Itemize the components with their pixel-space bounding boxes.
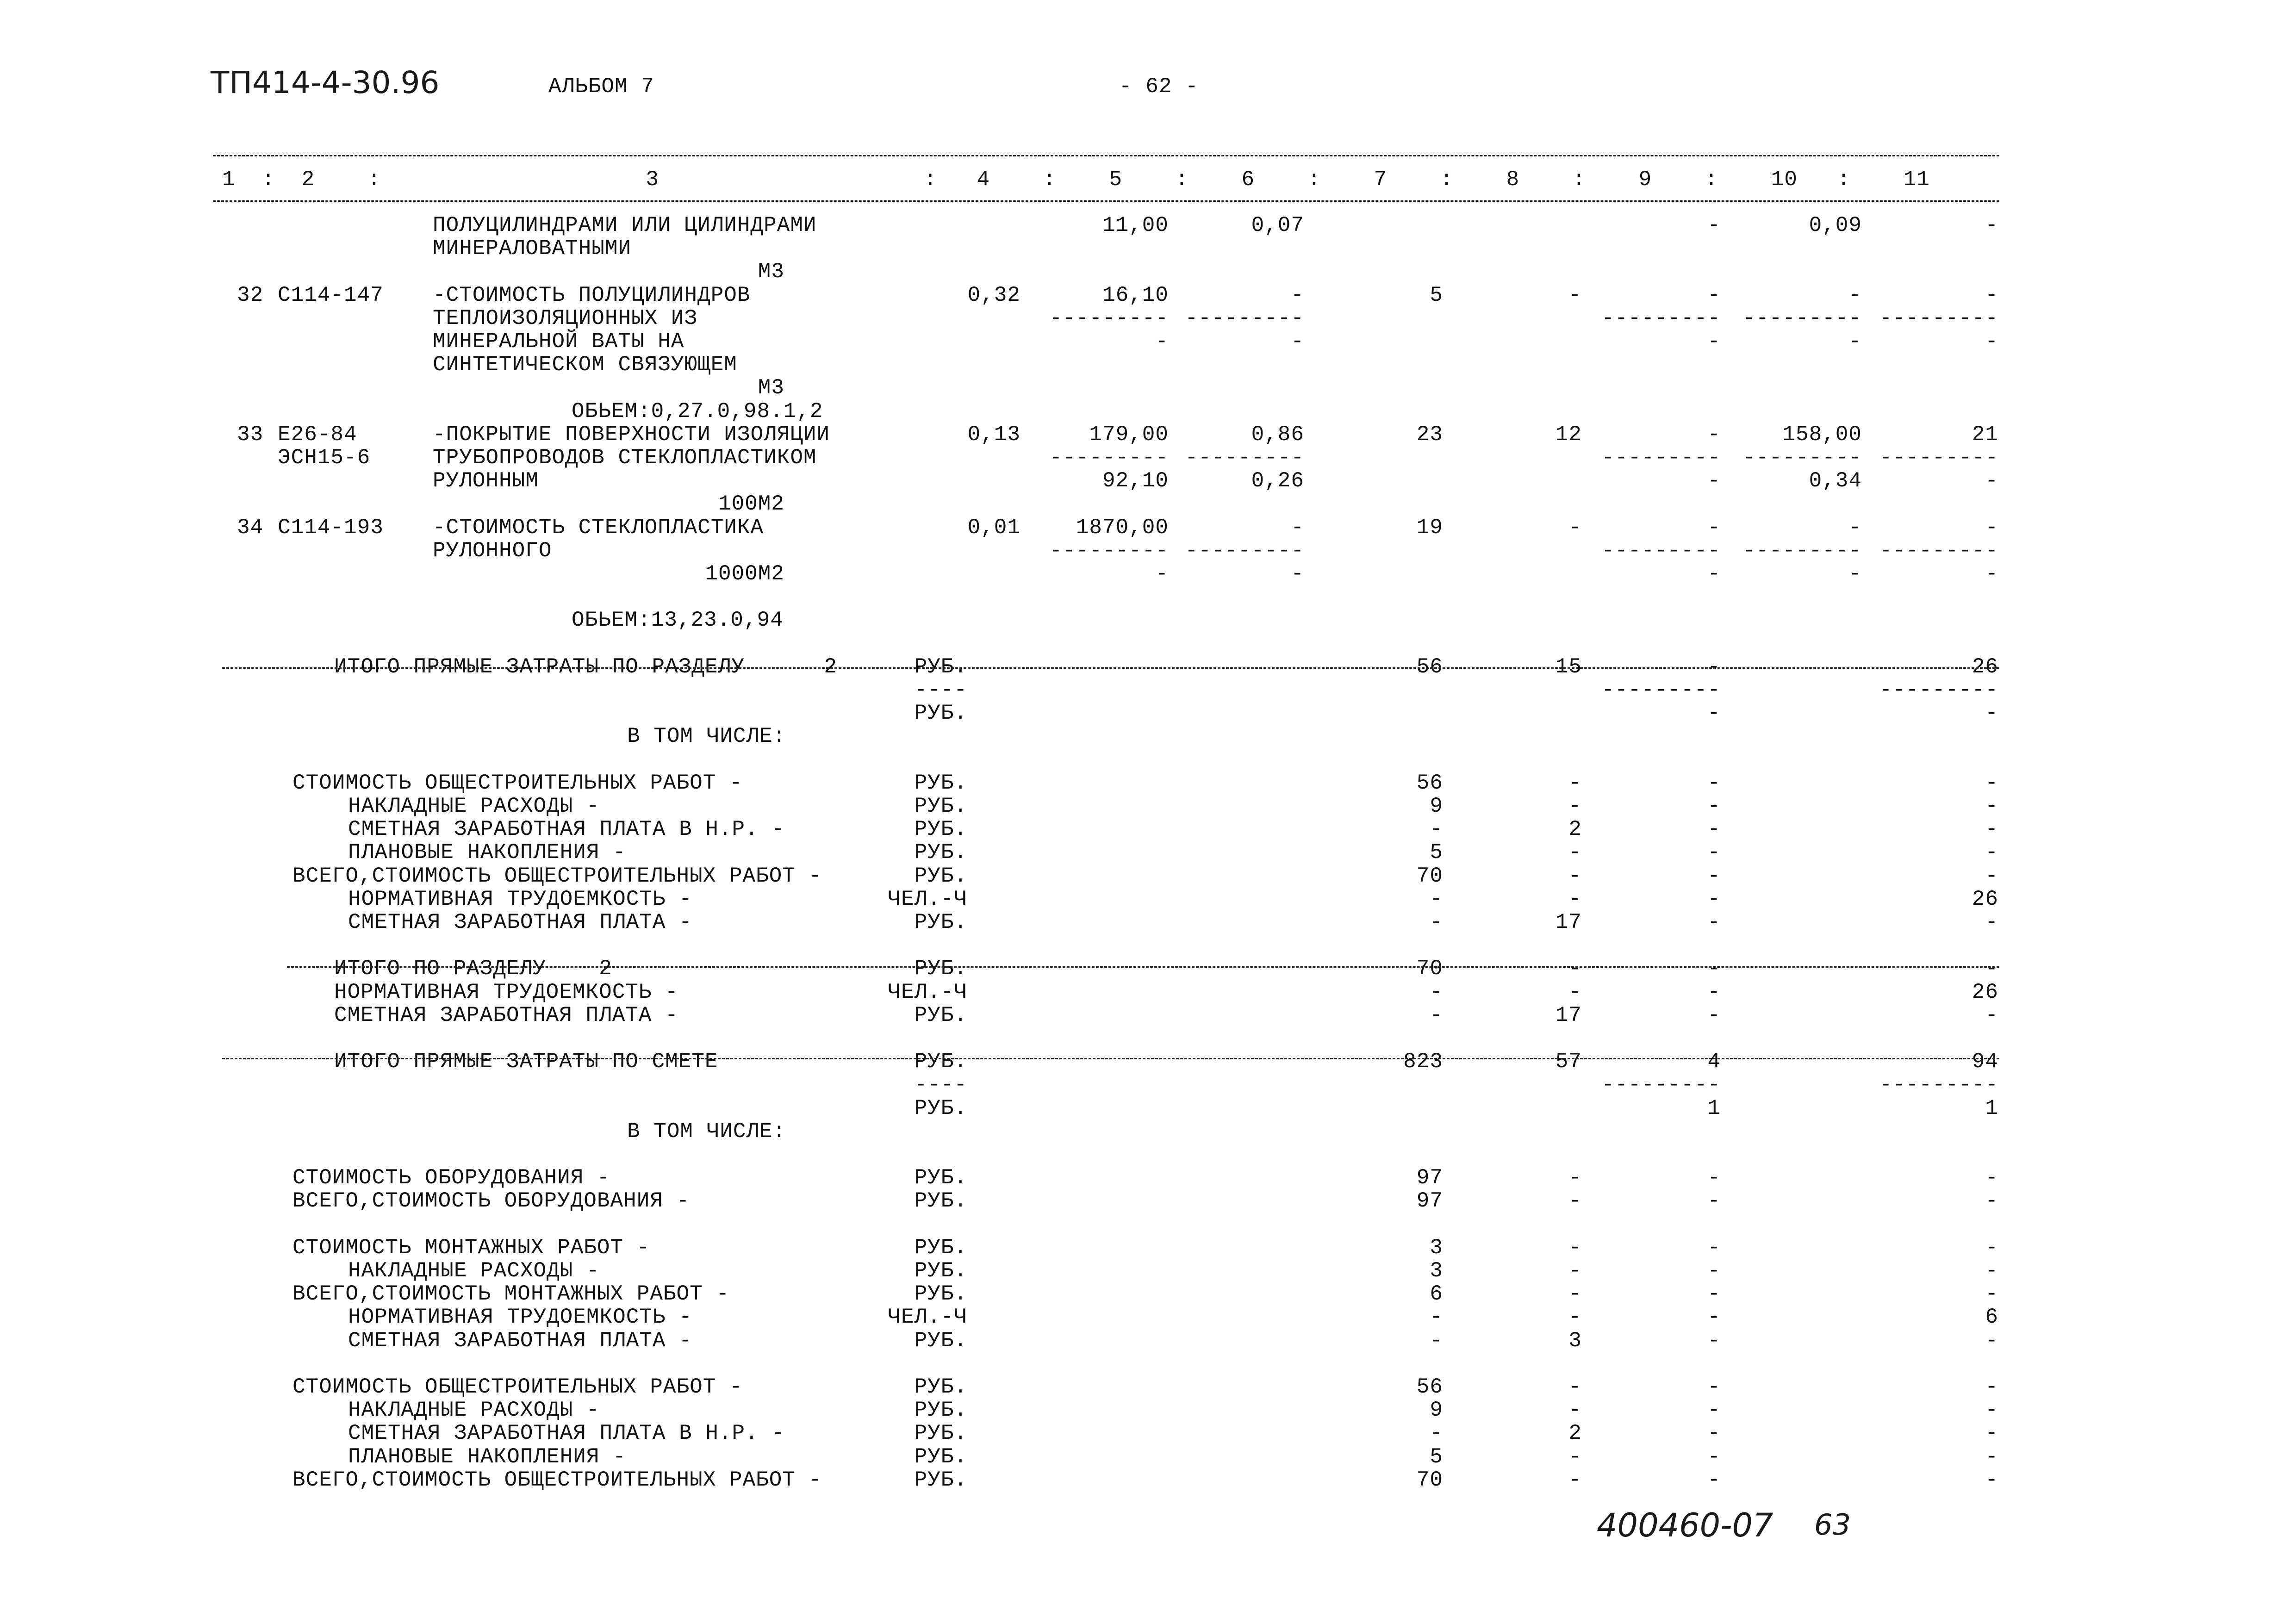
cell-col-7: 56 [1416,771,1443,795]
cell-col-11: --------- [1879,678,1998,702]
cell-col-1: 34 [237,516,264,540]
summary-label: СМЕТНАЯ ЗАРАБОТНАЯ ПЛАТА - [348,910,692,934]
column-header: 1 : 2 : 3 : 4 : 5 : 6 : 7 : 8 : 9 : 10 : 11 [222,168,1930,192]
cell-col-2: С114-193 [278,516,384,540]
cell-col-11: - [1985,469,1998,493]
summary-label: ВСЕГО,СТОИМОСТЬ ОБЩЕСТРОИТЕЛЬНЫХ РАБОТ - [292,864,822,888]
cell-col-3: ТРУБОПРОВОДОВ СТЕКЛОПЛАСТИКОМ [433,446,817,470]
cell-col-8: 3 [1568,1329,1582,1353]
cell-col-11: 6 [1985,1305,1998,1329]
cell-col-9: --------- [1601,539,1721,563]
cell-col-7: 5 [1430,840,1443,864]
unit-cell: РУБ. [914,794,967,818]
measure-unit-cell: М3 [758,260,784,284]
cell-col-10: --------- [1742,446,1862,470]
cell-col-11: - [1985,1259,1998,1283]
cell-col-9: - [1707,1398,1721,1422]
cell-col-9: - [1707,469,1721,493]
cell-col-2: Е26-84 [278,423,357,447]
cell-col-8: - [1568,864,1582,888]
cell-col-9: - [1707,1236,1721,1260]
cell-col-10: 0,34 [1809,469,1862,493]
summary-label: ИТОГО ПРЯМЫЕ ЗАТРАТЫ ПО СМЕТЕ [334,1050,718,1074]
cell-col-11: --------- [1879,1073,1998,1097]
cell-col-6: 0,07 [1251,213,1304,237]
section-total-separator-rule [222,1058,1999,1059]
cell-col-9: - [1707,213,1721,237]
cell-col-5: - [1155,562,1169,586]
cell-col-5: - [1155,330,1169,354]
cell-col-7: - [1430,1329,1443,1353]
cell-col-5: --------- [1049,539,1169,563]
cell-col-7: 97 [1416,1189,1443,1213]
cell-col-9: - [1707,655,1721,679]
section-subheading: В ТОМ ЧИСЛЕ: [627,724,786,748]
cell-col-3: МИНЕРАЛОВАТНЫМИ [433,236,632,261]
cell-col-8: - [1568,794,1582,818]
cell-col-8: - [1568,516,1582,540]
cell-col-7: 9 [1430,1398,1443,1422]
cell-col-2: С114-147 [278,283,384,307]
cell-col-7: - [1430,1305,1443,1329]
cell-col-7: - [1430,1003,1443,1027]
unit-cell: РУБ. [914,1398,967,1422]
cell-col-11: - [1985,910,1998,934]
cell-col-9: --------- [1601,1073,1721,1097]
measure-unit-cell: 100М2 [718,492,784,516]
cell-col-11: --------- [1879,539,1998,563]
cell-col-3: МИНЕРАЛЬНОЙ ВАТЫ НА [433,330,684,354]
cell-col-11: - [1985,840,1998,864]
cell-col-7: - [1430,1421,1443,1445]
cell-col-11: - [1985,516,1998,540]
cell-col-6: --------- [1185,539,1304,563]
summary-label: СМЕТНАЯ ЗАРАБОТНАЯ ПЛАТА В Н.Р. - [348,817,785,841]
cell-col-1: 32 [237,283,264,307]
cell-col-9: - [1707,864,1721,888]
summary-label: ПЛАНОВЫЕ НАКОПЛЕНИЯ - [348,840,626,864]
cell-col-10: --------- [1742,306,1862,330]
cell-col-6: - [1291,283,1304,307]
cell-col-5: --------- [1049,446,1169,470]
cell-col-8: - [1568,283,1582,307]
cell-col-7: 56 [1416,1375,1443,1399]
unit-cell: РУБ. [914,864,967,888]
cell-col-11: - [1985,794,1998,818]
album-label: АЛЬБОМ 7 [548,75,654,99]
cell-col-7: 9 [1430,794,1443,818]
cell-col-5: --------- [1049,306,1169,330]
summary-label: СТОИМОСТЬ ОБЩЕСТРОИТЕЛЬНЫХ РАБОТ - [292,1375,743,1399]
cell-col-9: - [1707,330,1721,354]
cell-col-9: - [1707,1259,1721,1283]
cell-col-8: 12 [1555,423,1582,447]
cell-col-7: 6 [1430,1282,1443,1306]
cell-col-3: -СТОИМОСТЬ СТЕКЛОПЛАСТИКА [433,516,764,540]
cell-col-6: --------- [1185,446,1304,470]
cell-col-1: 33 [237,423,264,447]
unit-cell: РУБ. [914,1166,967,1190]
unit-cell: РУБ. [914,701,967,725]
summary-label: НАКЛАДНЫЕ РАСХОДЫ - [348,794,600,818]
unit-cell: ---- [914,1073,967,1097]
cell-col-6: --------- [1185,306,1304,330]
cell-col-11: 94 [1972,1050,1998,1074]
cell-col-11: - [1985,1003,1998,1027]
unit-cell: РУБ. [914,1259,967,1283]
cell-col-7: 19 [1416,516,1443,540]
page-number: - 62 - [1119,75,1199,99]
cell-col-11: - [1985,1236,1998,1260]
cell-col-11: - [1985,1189,1998,1213]
cell-col-3: СИНТЕТИЧЕСКОМ СВЯЗУЮЩЕМ [433,353,737,377]
cell-col-11: - [1985,1398,1998,1422]
cell-col-9: --------- [1601,446,1721,470]
cell-col-7: 5 [1430,1445,1443,1469]
summary-label: НОРМАТИВНАЯ ТРУДОЕМКОСТЬ - [348,887,692,911]
cell-col-9: - [1707,283,1721,307]
cell-col-9: - [1707,840,1721,864]
cell-col-3: -ПОКРЫТИЕ ПОВЕРХНОСТИ ИЗОЛЯЦИИ [433,423,830,447]
cell-col-8: - [1568,1189,1582,1213]
cell-col-11: - [1985,213,1998,237]
summary-label: ВСЕГО,СТОИМОСТЬ ОБЩЕСТРОИТЕЛЬНЫХ РАБОТ - [292,1468,822,1492]
cell-col-9: - [1707,562,1721,586]
cell-col-9: - [1707,701,1721,725]
volume-note: ОБЬЕМ:13,23.0,94 [572,608,784,632]
cell-col-10: - [1848,516,1862,540]
unit-cell: РУБ. [914,1421,967,1445]
cell-col-9: - [1707,1282,1721,1306]
unit-cell: РУБ. [914,1096,967,1120]
cell-col-11: - [1985,562,1998,586]
cell-col-9: - [1707,1305,1721,1329]
cell-col-5: 1870,00 [1076,516,1169,540]
cell-col-7: 56 [1416,655,1443,679]
cell-col-11: - [1985,1468,1998,1492]
cell-col-3: -СТОИМОСТЬ ПОЛУЦИЛИНДРОВ [433,283,751,307]
summary-label: ВСЕГО,СТОИМОСТЬ ОБОРУДОВАНИЯ - [292,1189,690,1213]
cell-col-5: 11,00 [1102,213,1169,237]
cell-col-9: 1 [1707,1096,1721,1120]
unit-cell: РУБ. [914,1003,967,1027]
cell-col-8: 17 [1555,910,1582,934]
cell-col-3: ТЕПЛОИЗОЛЯЦИОННЫХ ИЗ [433,306,698,330]
cell-col-7: 97 [1416,1166,1443,1190]
unit-cell: РУБ. [914,1375,967,1399]
cell-col-9: - [1707,1375,1721,1399]
unit-cell: ЧЕЛ.-Ч [888,980,967,1004]
cell-col-10: - [1848,283,1862,307]
cell-col-8: - [1568,1166,1582,1190]
cell-col-3: РУЛОННЫМ [433,469,539,493]
cell-col-8: - [1568,1445,1582,1469]
cell-col-8: - [1568,1305,1582,1329]
unit-cell: РУБ. [914,817,967,841]
cell-col-11: - [1985,283,1998,307]
cell-col-6: - [1291,516,1304,540]
cell-col-6: - [1291,562,1304,586]
cell-col-4: 0,32 [967,283,1020,307]
cell-col-8: 15 [1555,655,1582,679]
summary-label: СМЕТНАЯ ЗАРАБОТНАЯ ПЛАТА - [348,1329,692,1353]
measure-unit-cell: М3 [758,376,784,400]
cell-col-8: - [1568,980,1582,1004]
cell-col-10: - [1848,562,1862,586]
cell-col-8: - [1568,1398,1582,1422]
cell-col-4: 0,13 [967,423,1020,447]
cell-col-11: - [1985,701,1998,725]
cell-col-7: 823 [1403,1050,1443,1074]
cell-col-2: ЭСН15-6 [278,446,371,470]
unit-cell: РУБ. [914,1236,967,1260]
summary-label: СТОИМОСТЬ ОБЩЕСТРОИТЕЛЬНЫХ РАБОТ - [292,771,743,795]
unit-cell: РУБ. [914,655,967,679]
cell-col-3: ПОЛУЦИЛИНДРАМИ ИЛИ ЦИЛИНДРАМИ [433,213,817,237]
cell-col-7: 70 [1416,864,1443,888]
table-top-rule [213,155,1999,156]
cell-col-9: - [1707,980,1721,1004]
cell-col-8: - [1568,957,1582,981]
cell-col-4: 0,01 [967,516,1020,540]
cell-col-11: - [1985,330,1998,354]
archive-code-handwritten: 400460-07 [1597,1506,1773,1544]
unit-cell: ---- [914,678,967,702]
summary-label: ИТОГО ПРЯМЫЕ ЗАТРАТЫ ПО РАЗДЕЛУ 2 [334,655,837,679]
cell-col-7: 3 [1430,1236,1443,1260]
cell-col-9: - [1707,516,1721,540]
summary-label: НАКЛАДНЫЕ РАСХОДЫ - [348,1398,600,1422]
subtotal-separator-rule [287,966,1999,968]
cell-col-9: - [1707,1003,1721,1027]
cell-col-11: --------- [1879,446,1998,470]
cell-col-8: - [1568,1282,1582,1306]
summary-label: СТОИМОСТЬ МОНТАЖНЫХ РАБОТ - [292,1236,650,1260]
cell-col-11: 1 [1985,1096,1998,1120]
cell-col-7: 70 [1416,957,1443,981]
cell-col-6: 0,26 [1251,469,1304,493]
cell-col-11: - [1985,1282,1998,1306]
cell-col-6: 0,86 [1251,423,1304,447]
cell-col-8: - [1568,1468,1582,1492]
cell-col-11: - [1985,864,1998,888]
cell-col-8: - [1568,887,1582,911]
cell-col-9: - [1707,794,1721,818]
cell-col-11: - [1985,1166,1998,1190]
unit-cell: РУБ. [914,957,967,981]
cell-col-9: - [1707,1468,1721,1492]
cell-col-11: - [1985,1445,1998,1469]
cell-col-7: - [1430,817,1443,841]
cell-col-11: - [1985,1375,1998,1399]
cell-col-9: - [1707,1421,1721,1445]
cell-col-9: - [1707,910,1721,934]
cell-col-9: - [1707,1445,1721,1469]
document-code-handwritten: ТП414-4-30.96 [211,65,440,100]
section-separator-rule [222,667,1999,669]
cell-col-7: 3 [1430,1259,1443,1283]
cell-col-9: --------- [1601,678,1721,702]
cell-col-11: - [1985,1421,1998,1445]
cell-col-8: - [1568,840,1582,864]
summary-label: НОРМАТИВНАЯ ТРУДОЕМКОСТЬ - [348,1305,692,1329]
cell-col-9: - [1707,817,1721,841]
volume-note: ОБЬЕМ:0,27.0,98.1,2 [572,399,823,423]
summary-label: НАКЛАДНЫЕ РАСХОДЫ - [348,1259,600,1283]
cell-col-11: - [1985,1329,1998,1353]
unit-cell: РУБ. [914,840,967,864]
cell-col-3: РУЛОННОГО [433,539,552,563]
unit-cell: РУБ. [914,1189,967,1213]
cell-col-10: --------- [1742,539,1862,563]
cell-col-8: - [1568,1375,1582,1399]
unit-cell: ЧЕЛ.-Ч [888,1305,967,1329]
cell-col-11: - [1985,817,1998,841]
cell-col-7: - [1430,887,1443,911]
summary-label: ИТОГО ПО РАЗДЕЛУ 2 [334,957,612,981]
cell-col-5: 179,00 [1089,423,1169,447]
cell-col-5: 92,10 [1102,469,1169,493]
cell-col-6: - [1291,330,1304,354]
summary-label: СМЕТНАЯ ЗАРАБОТНАЯ ПЛАТА В Н.Р. - [348,1421,785,1445]
unit-cell: РУБ. [914,1050,967,1074]
cell-col-8: - [1568,771,1582,795]
unit-cell: РУБ. [914,771,967,795]
cell-col-11: - [1985,771,1998,795]
cell-col-11: - [1985,957,1998,981]
cell-col-9: - [1707,1189,1721,1213]
unit-cell: РУБ. [914,1329,967,1353]
unit-cell: РУБ. [914,1282,967,1306]
summary-label: НОРМАТИВНАЯ ТРУДОЕМКОСТЬ - [334,980,678,1004]
cell-col-8: 2 [1568,1421,1582,1445]
cell-col-10: 158,00 [1782,423,1862,447]
cell-col-9: - [1707,1166,1721,1190]
cell-col-7: 5 [1430,283,1443,307]
cell-col-9: --------- [1601,306,1721,330]
cell-col-5: 16,10 [1102,283,1169,307]
cell-col-9: - [1707,957,1721,981]
cell-col-10: 0,09 [1809,213,1862,237]
cell-col-9: - [1707,423,1721,447]
cell-col-7: 23 [1416,423,1443,447]
summary-label: ПЛАНОВЫЕ НАКОПЛЕНИЯ - [348,1445,626,1469]
cell-col-11: 26 [1972,980,1998,1004]
cell-col-10: - [1848,330,1862,354]
cell-col-11: 26 [1972,887,1998,911]
summary-label: СМЕТНАЯ ЗАРАБОТНАЯ ПЛАТА - [334,1003,678,1027]
measure-unit-cell: 1000М2 [705,562,784,586]
cell-col-11: 21 [1972,423,1998,447]
unit-cell: ЧЕЛ.-Ч [888,887,967,911]
cell-col-8: 57 [1555,1050,1582,1074]
section-subheading: В ТОМ ЧИСЛЕ: [627,1119,786,1144]
cell-col-9: 4 [1707,1050,1721,1074]
cell-col-8: 17 [1555,1003,1582,1027]
cell-col-11: 26 [1972,655,1998,679]
cell-col-7: - [1430,910,1443,934]
unit-cell: РУБ. [914,1445,967,1469]
cell-col-9: - [1707,1329,1721,1353]
cell-col-11: --------- [1879,306,1998,330]
cell-col-8: 2 [1568,817,1582,841]
column-header-rule [213,200,1999,202]
cell-col-9: - [1707,771,1721,795]
summary-label: СТОИМОСТЬ ОБОРУДОВАНИЯ - [292,1166,610,1190]
cell-col-8: - [1568,1236,1582,1260]
sheet-number-handwritten: 63 [1814,1508,1851,1542]
cell-col-8: - [1568,1259,1582,1283]
summary-label: ВСЕГО,СТОИМОСТЬ МОНТАЖНЫХ РАБОТ - [292,1282,729,1306]
cell-col-7: 70 [1416,1468,1443,1492]
unit-cell: РУБ. [914,1468,967,1492]
cell-col-9: - [1707,887,1721,911]
unit-cell: РУБ. [914,910,967,934]
cell-col-7: - [1430,980,1443,1004]
